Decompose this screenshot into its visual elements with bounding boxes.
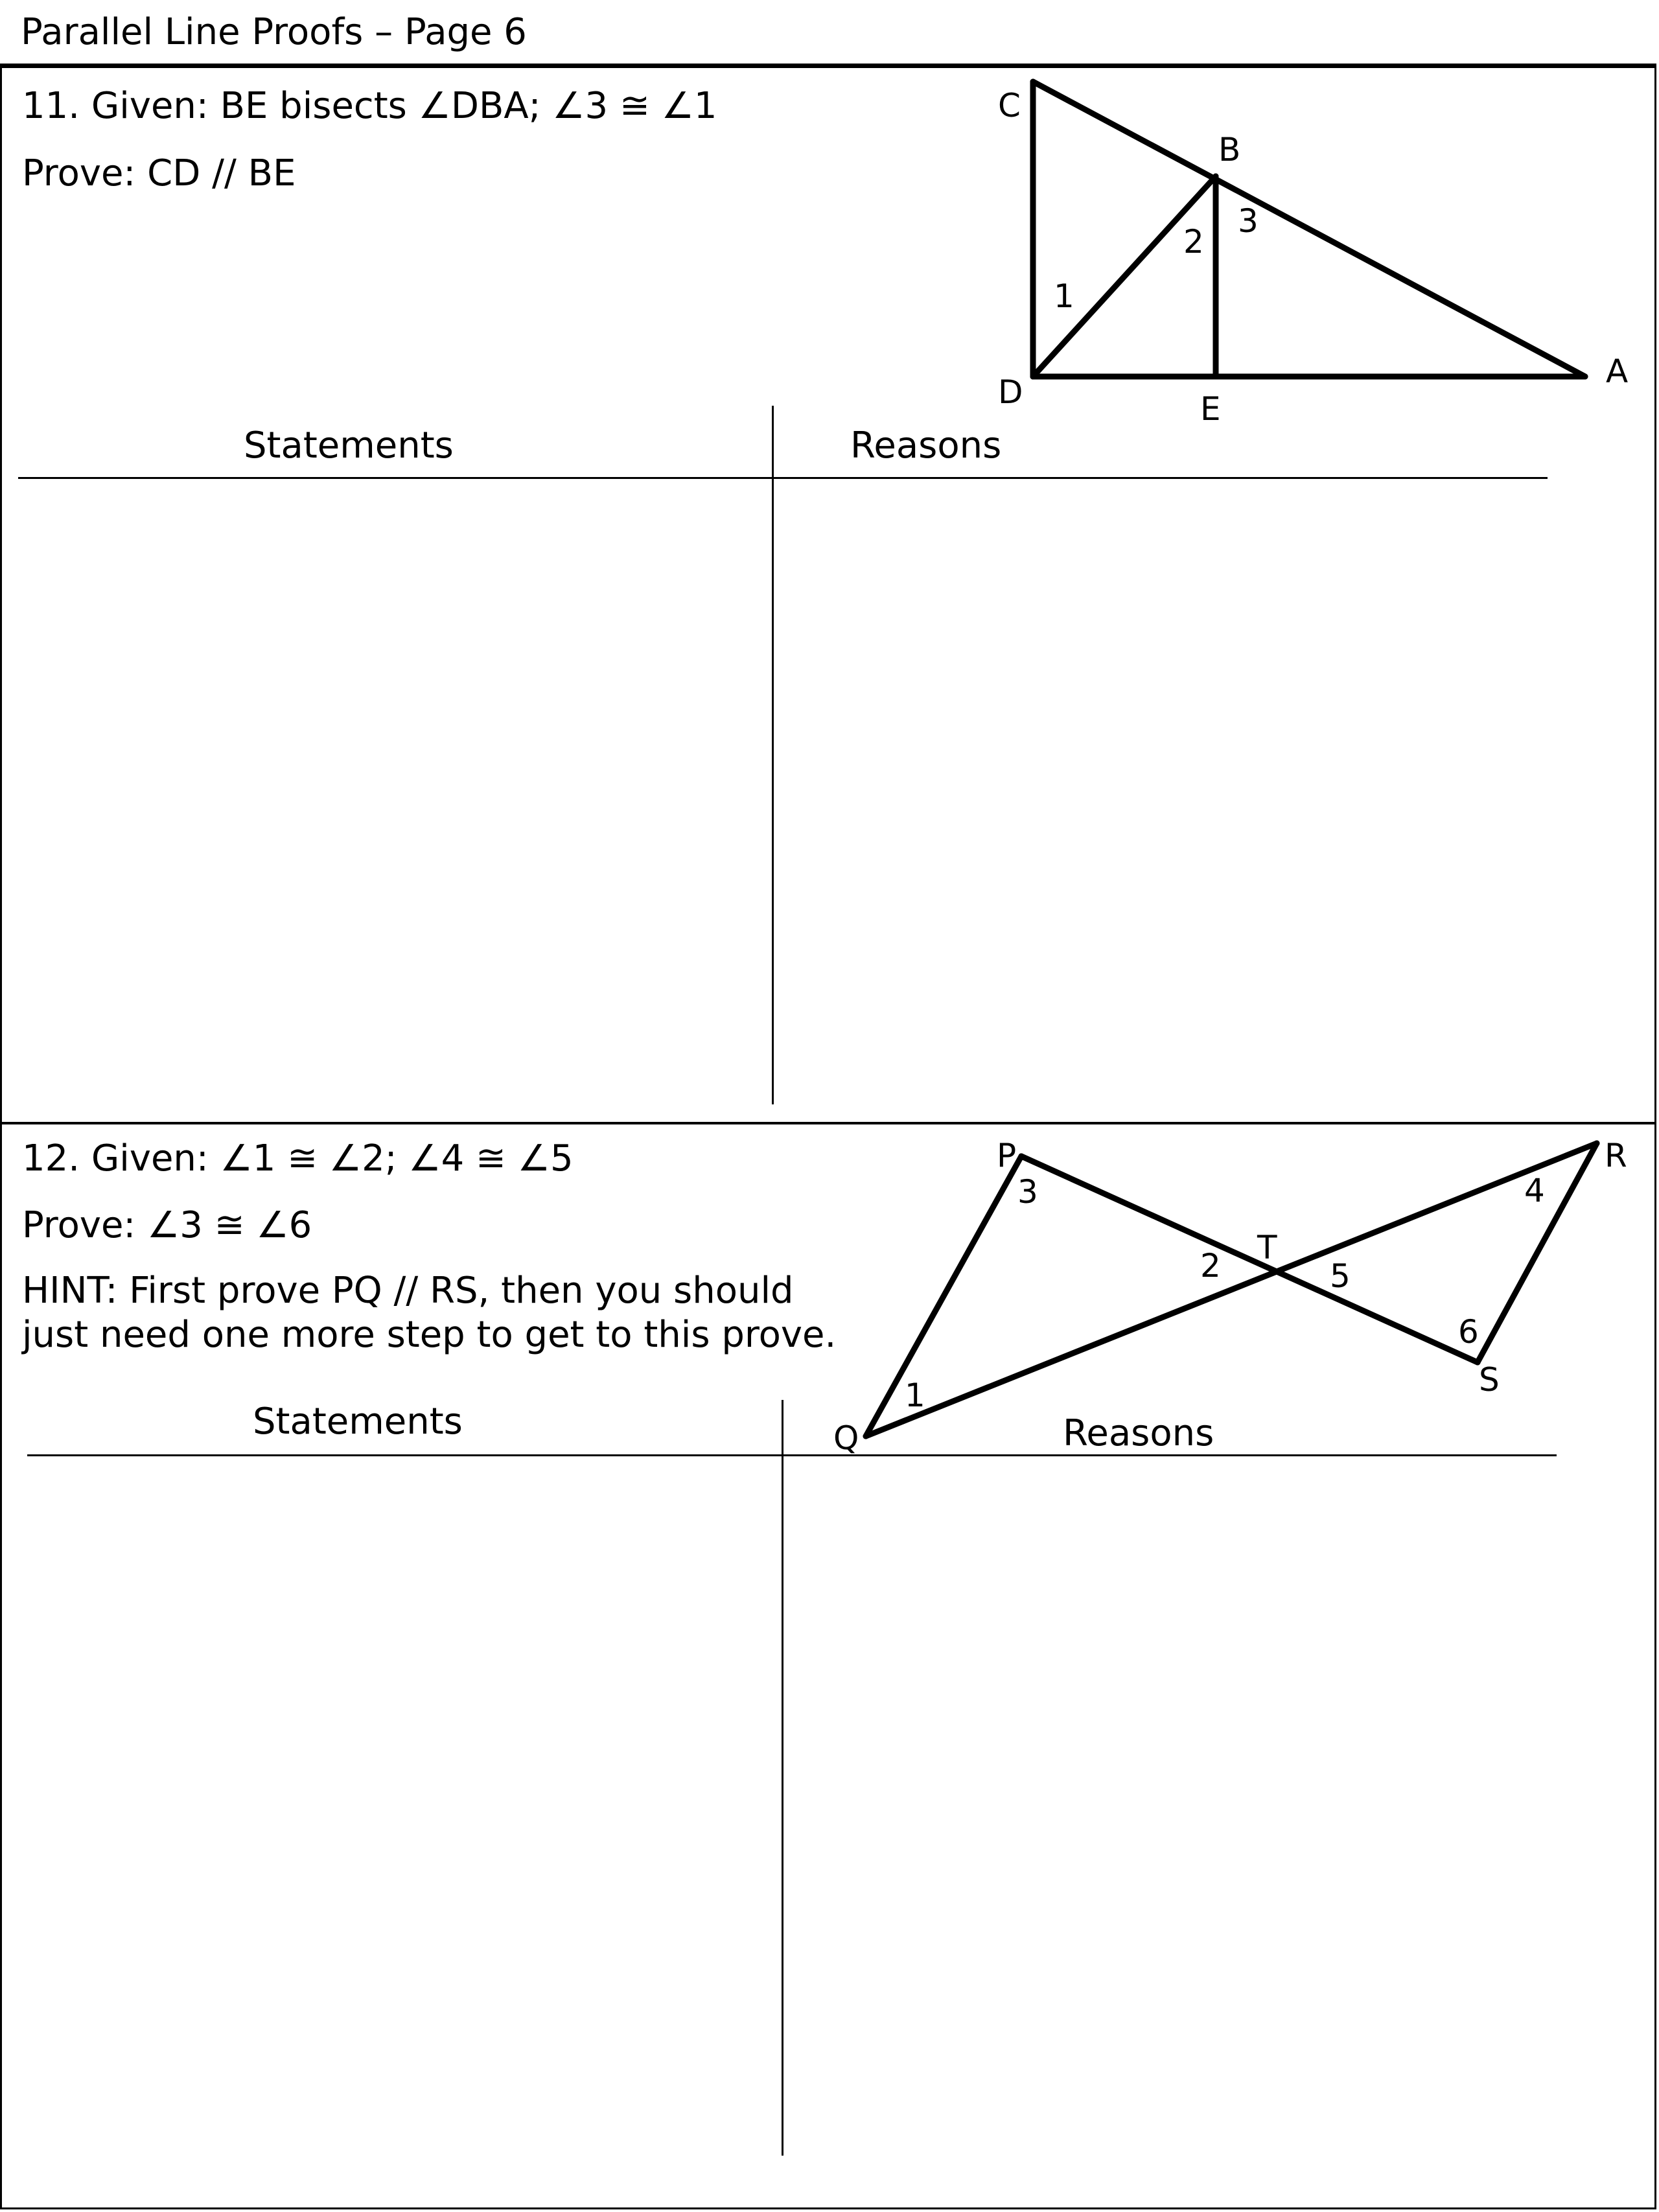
angle-2-label: 2 — [1200, 1247, 1221, 1285]
angle-5-label: 5 — [1330, 1257, 1351, 1295]
vertex-S-label: S — [1479, 1361, 1500, 1399]
vertex-R-label: R — [1605, 1137, 1627, 1174]
segment-CA — [1033, 82, 1585, 377]
problem-12-reasons-header: Reasons — [1063, 1412, 1214, 1454]
vertex-D-label: D — [998, 373, 1023, 411]
angle-1-label: 1 — [905, 1377, 925, 1414]
vertex-Q-label: Q — [833, 1419, 859, 1457]
vertex-T-label: T — [1257, 1229, 1277, 1266]
vertex-E-label: E — [1200, 390, 1221, 428]
vertex-C-label: C — [998, 87, 1021, 124]
problem-11-statements-header: Statements — [244, 425, 454, 467]
angle-2-label: 2 — [1183, 223, 1204, 261]
vertex-P-label: P — [997, 1137, 1017, 1174]
segment-PQ — [866, 1156, 1021, 1436]
angle-6-label: 6 — [1458, 1313, 1479, 1351]
angle-1-label: 1 — [1054, 277, 1074, 315]
segment-PS — [1021, 1156, 1478, 1362]
problem-11-prove: Prove: CD // BE — [22, 152, 296, 194]
problem-12-hint-line-1: HINT: First prove PQ // RS, then you should — [22, 1270, 794, 1312]
page-title: Parallel Line Proofs – Page 6 — [21, 11, 527, 53]
vertex-A-label: A — [1606, 353, 1629, 390]
problem-12-given: 12. Given: ∠1 ≅ ∠2; ∠4 ≅ ∠5 — [22, 1137, 574, 1180]
vertex-B-label: B — [1218, 131, 1241, 169]
segment-DB — [1033, 176, 1216, 377]
problem-12-labels — [833, 1137, 1627, 1457]
problem-11-reasons-header: Reasons — [850, 425, 1002, 467]
angle-3-label: 3 — [1017, 1173, 1038, 1211]
angle-4-label: 4 — [1524, 1172, 1545, 1209]
problem-11-figure — [1033, 82, 1585, 377]
problem-12-hint-line-2: just need one more step to get to this prove. — [22, 1314, 837, 1356]
problem-11-given: 11. Given: BE bisects ∠DBA; ∠3 ≅ ∠1 — [22, 85, 717, 127]
problem-12-statements-header: Statements — [253, 1401, 463, 1443]
angle-3-label: 3 — [1238, 202, 1259, 240]
problem-12-prove: Prove: ∠3 ≅ ∠6 — [22, 1204, 312, 1246]
